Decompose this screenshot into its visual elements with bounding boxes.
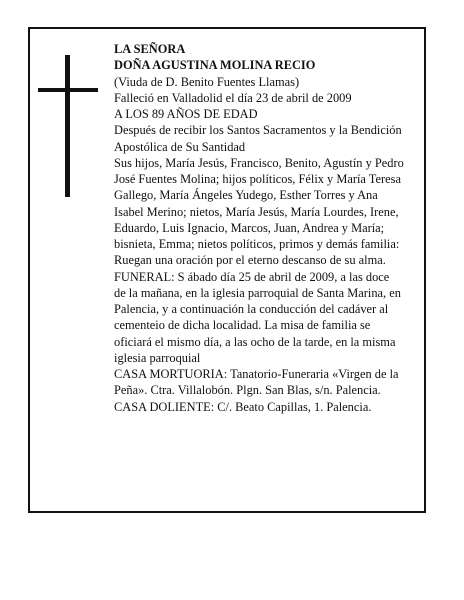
widow-of-line: (Viuda de D. Benito Fuentes Llamas) [114, 74, 300, 89]
death-line: Falleció en Valladolid el día 23 de abril de 2009 [114, 90, 352, 105]
cross-icon [38, 55, 98, 197]
cross-vertical-bar [65, 55, 70, 197]
cross-horizontal-bar [38, 88, 98, 92]
sacraments-paragraph: Después de recibir los Santos Sacramentos y la Bendición Apostólica de Su Santidad [114, 123, 402, 154]
family-paragraph: Sus hijos, María Jesús, Francisco, Benito, Agustín y Pedro José Fuentes Molina; hijos políticos, Félix y María Teresa Gallego, María Ángeles Yudego, Esther Torres y Ana Isabel Merino; nietos, María Jesús, María Lourdes, Irene, Eduardo, Luis Ignacio, Marcos, Juan, Andrea y María; bisnieta, Emma; nietos políticos, primos y demás familia: [114, 155, 404, 251]
funeral-paragraph: FUNERAL: S ábado día 25 de abril de 2009, a las doce de la mañana, en la iglesia parroquial de Santa Marina, en Palencia, y a continuación la conducción del cadáver al cementeio de dicha localidad. La misa de familia se oficiará el mismo día, a las ocho de la tarde, en la misma iglesia parroquial [114, 269, 401, 365]
deceased-name: DOÑA AGUSTINA MOLINA RECIO [114, 58, 316, 73]
obituary-title: LA SEÑORA [114, 42, 186, 56]
prayer-line: Ruegan una oración por el eterno descanso de su alma. [114, 253, 386, 268]
obituary-text [114, 41, 404, 415]
mourning-house-line: CASA DOLIENTE: C/. Beato Capillas, 1. Palencia. [114, 399, 372, 414]
age-line: A LOS 89 AÑOS DE EDAD [114, 107, 258, 121]
mortuary-paragraph: CASA MORTUORIA: Tanatorio-Funeraria «Virgen de la Peña». Ctra. Villalobón. Plgn. San Blas, s/n. Palencia. [114, 367, 399, 398]
